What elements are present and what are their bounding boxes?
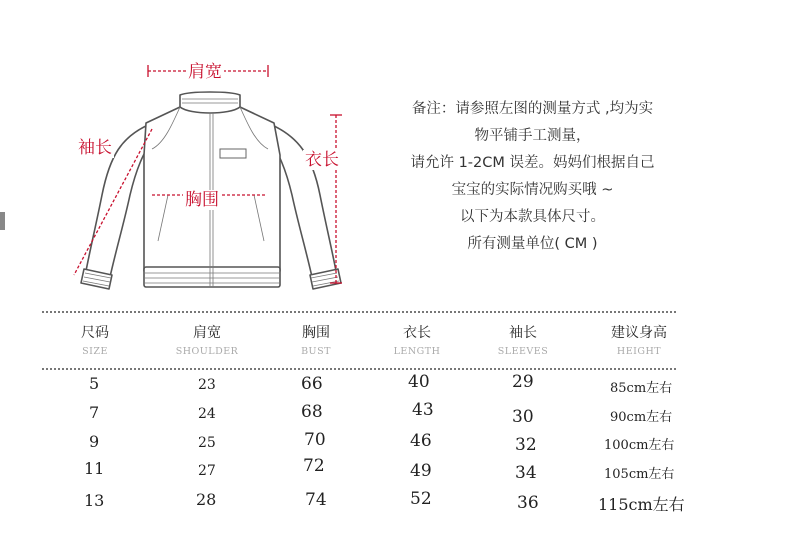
cell-sleeves: 36	[517, 493, 539, 513]
shoulder-label: 肩宽	[188, 62, 222, 82]
cell-height: 85cm左右	[610, 381, 673, 396]
cell-shoulder: 23	[198, 377, 216, 393]
jacket-diagram	[40, 45, 370, 305]
header-height	[584, 325, 694, 359]
cell-height: 90cm左右	[610, 410, 673, 425]
length-label: 衣长	[305, 150, 339, 170]
cell-sleeves: 34	[515, 463, 537, 483]
table-header-divider	[42, 368, 676, 370]
cell-bust: 74	[305, 490, 327, 510]
cell-bust: 70	[304, 430, 326, 450]
header-size	[40, 325, 150, 359]
header-en: BUST	[301, 346, 331, 357]
note-line: 宝宝的实际情况购买哦 ~	[451, 182, 614, 198]
cell-sleeves: 32	[515, 435, 537, 455]
note-line: 所有测量单位( CM )	[467, 236, 598, 252]
header-en: SLEEVES	[497, 346, 549, 357]
note-line: 以下为本款具体尺寸。	[460, 209, 605, 225]
cell-size: 11	[84, 459, 105, 478]
cell-length: 49	[410, 461, 432, 481]
cell-length: 52	[410, 489, 432, 509]
header-zh: 尺码	[81, 325, 109, 341]
cell-size: 5	[89, 374, 100, 393]
header-bust	[261, 325, 371, 359]
cell-height: 105cm左右	[604, 467, 675, 482]
cell-height: 100cm左右	[604, 438, 675, 453]
cell-length: 46	[410, 431, 432, 451]
header-en: HEIGHT	[616, 346, 662, 357]
cell-bust: 68	[301, 402, 323, 422]
header-en: SHOULDER	[175, 346, 239, 357]
header-sleeves	[468, 325, 578, 359]
table-top-divider	[42, 311, 676, 313]
cell-shoulder: 28	[196, 490, 217, 509]
header-en: LENGTH	[393, 346, 441, 357]
cell-shoulder: 27	[198, 463, 216, 479]
bust-label: 胸围	[185, 190, 219, 210]
cell-size: 9	[89, 432, 100, 451]
cell-sleeves: 29	[512, 372, 534, 392]
edge-mark	[0, 212, 5, 230]
header-length	[362, 325, 472, 359]
header-en: SIZE	[82, 346, 108, 357]
header-zh: 衣长	[403, 325, 431, 341]
sleeve-label: 袖长	[78, 138, 112, 158]
note-line: 请允许 1-2CM 误差。妈妈们根据自己	[410, 155, 655, 171]
cell-length: 40	[408, 372, 430, 392]
header-shoulder	[152, 325, 262, 359]
cell-bust: 66	[301, 374, 323, 394]
cell-length: 43	[412, 400, 434, 420]
cell-size: 7	[89, 403, 100, 422]
header-zh: 建议身高	[611, 325, 667, 341]
cell-size: 13	[84, 491, 105, 510]
cell-shoulder: 25	[198, 435, 216, 451]
cell-shoulder: 24	[198, 406, 216, 422]
header-zh: 胸围	[302, 325, 330, 341]
cell-height: 115cm左右	[598, 495, 685, 514]
header-zh: 肩宽	[193, 325, 221, 341]
note-line: 备注：请参照左图的测量方式 ,均为实	[411, 101, 654, 117]
cell-sleeves: 30	[512, 407, 534, 427]
note-line: 物平铺手工测量，	[474, 128, 591, 144]
cell-bust: 72	[303, 456, 325, 476]
measurement-note	[380, 96, 685, 258]
header-zh: 袖长	[509, 325, 537, 341]
